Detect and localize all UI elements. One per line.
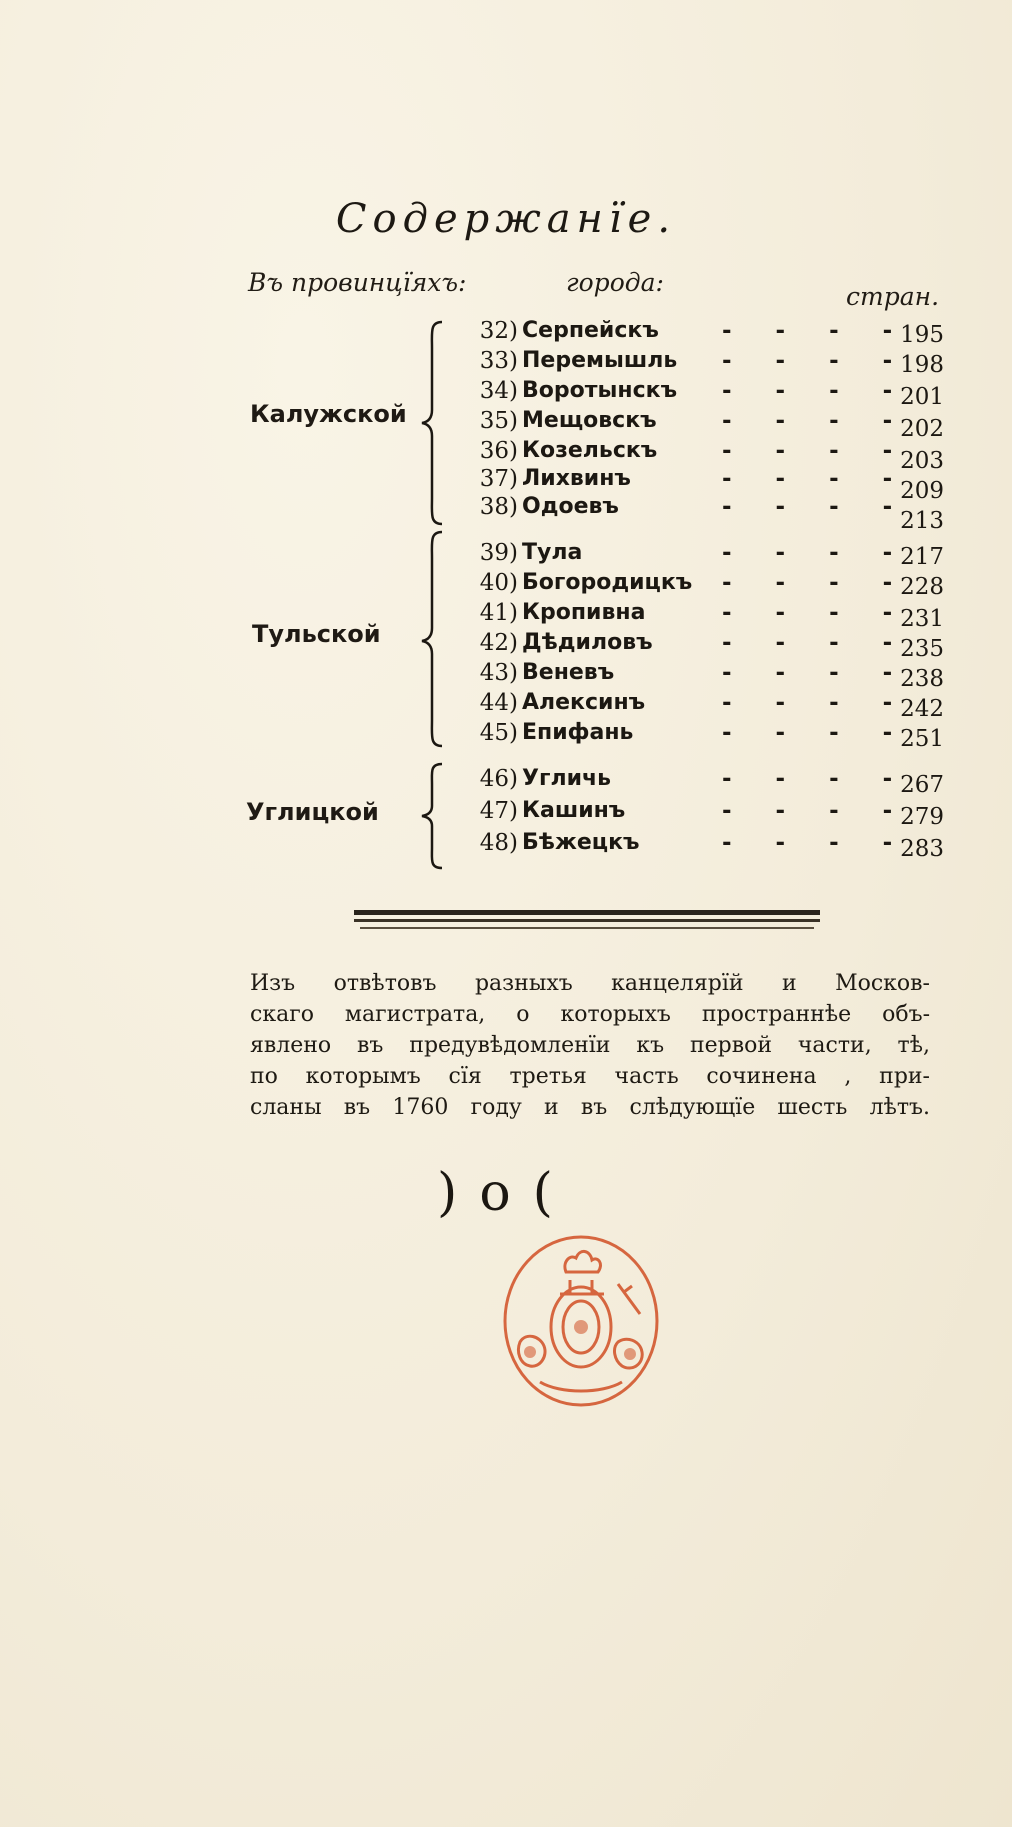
entry-page: 195: [900, 322, 944, 348]
entry-city: Богородицкъ: [522, 570, 693, 595]
text-line: явлено въ предувѣдомленїи къ первой части, тѣ,: [250, 1033, 930, 1058]
entry-leader: - - - -: [722, 348, 911, 374]
brace-icon: [420, 318, 448, 528]
entry-city: Воротынскъ: [522, 378, 678, 403]
source-note: [250, 968, 930, 1123]
entry-number: 36): [479, 438, 518, 464]
text-line: по которымъ сїя третья часть сочинена , при-: [250, 1064, 930, 1089]
entry-leader: - - - -: [722, 570, 911, 596]
entry-number: 48): [479, 830, 518, 856]
entry-city: Перемышль: [522, 348, 678, 373]
section-divider: [354, 910, 820, 915]
entry-city: Козельскъ: [522, 438, 658, 463]
entry-city: Серпейскъ: [522, 318, 659, 343]
entry-leader: - - - -: [722, 466, 911, 492]
entry-page: 201: [900, 384, 944, 410]
entry-number: 33): [479, 348, 518, 374]
entry-leader: - - - -: [722, 408, 911, 434]
page-title: Содержанїе.: [335, 196, 677, 242]
entry-city: Кашинъ: [522, 798, 626, 823]
entry-leader: - - - -: [722, 438, 911, 464]
entry-page: 203: [900, 448, 944, 474]
entry-city: Бѣжецкъ: [522, 830, 640, 855]
column-header-pages: стран.: [846, 282, 940, 311]
entry-number: 47): [479, 798, 518, 824]
entry-number: 44): [479, 690, 518, 716]
entry-leader: - - - -: [722, 540, 911, 566]
entry-number: 34): [479, 378, 518, 404]
entry-page: 251: [900, 726, 944, 752]
entry-leader: - - - -: [722, 798, 911, 824]
entry-number: 38): [479, 494, 518, 520]
entry-city: Лихвинъ: [522, 466, 631, 491]
province-name-tula: Тульской: [252, 620, 381, 648]
entry-number: 43): [479, 660, 518, 686]
entry-page: 238: [900, 666, 944, 692]
entry-page: 242: [900, 696, 944, 722]
entry-page: 267: [900, 772, 944, 798]
entry-city: Мещовскъ: [522, 408, 657, 433]
province-name-uglich: Углицкой: [246, 798, 379, 826]
entry-leader: - - - -: [722, 600, 911, 626]
entry-city: Тула: [522, 540, 583, 565]
entry-number: 40): [479, 570, 518, 596]
entry-city: Алексинъ: [522, 690, 646, 715]
entry-city: Веневъ: [522, 660, 615, 685]
brace-icon: [420, 528, 448, 750]
entry-leader: - - - -: [722, 378, 911, 404]
text-line: скаго магистрата, о которыхъ пространнѣе объ-: [250, 1002, 930, 1027]
entry-city: Одоевъ: [522, 494, 619, 519]
entry-number: 35): [479, 408, 518, 434]
entry-leader: - - - -: [722, 690, 911, 716]
entry-page: 228: [900, 574, 944, 600]
entry-page: 202: [900, 416, 944, 442]
entry-page: 231: [900, 606, 944, 632]
entry-city: Епифань: [522, 720, 634, 745]
entry-city: Угличь: [522, 766, 611, 791]
entry-page: 283: [900, 836, 944, 862]
entry-number: 46): [479, 766, 518, 792]
column-header-province: Въ провинцїяхъ:: [248, 268, 467, 297]
entry-page: 213: [900, 508, 944, 534]
library-stamp-icon: [500, 1232, 662, 1410]
entry-number: 41): [479, 600, 518, 626]
entry-page: 279: [900, 804, 944, 830]
end-ornament: )o(: [437, 1163, 575, 1223]
entry-city: Дѣдиловъ: [522, 630, 653, 655]
section-divider: [360, 927, 814, 929]
entry-number: 32): [479, 318, 518, 344]
entry-leader: - - - -: [722, 318, 911, 344]
entry-page: 235: [900, 636, 944, 662]
entry-number: 45): [479, 720, 518, 746]
entry-page: 198: [900, 352, 944, 378]
brace-icon: [420, 760, 448, 872]
entry-number: 39): [479, 540, 518, 566]
entry-leader: - - - -: [722, 660, 911, 686]
entry-number: 42): [479, 630, 518, 656]
entry-leader: - - - -: [722, 494, 911, 520]
entry-page: 217: [900, 544, 944, 570]
entry-leader: - - - -: [722, 766, 911, 792]
column-header-cities: города:: [566, 268, 664, 297]
text-line: сланы въ 1760 году и въ слѣдующїе шесть лѣтъ.: [250, 1095, 930, 1120]
entry-leader: - - - -: [722, 630, 911, 656]
entry-city: Кропивна: [522, 600, 646, 625]
entry-page: 209: [900, 478, 944, 504]
text-line: Изъ отвѣтовъ разныхъ канцелярїй и Москов-: [250, 971, 930, 996]
province-name-kaluga: Калужской: [250, 400, 407, 428]
entry-leader: - - - -: [722, 830, 911, 856]
section-divider: [354, 919, 820, 922]
entry-leader: - - - -: [722, 720, 911, 746]
entry-number: 37): [479, 466, 518, 492]
